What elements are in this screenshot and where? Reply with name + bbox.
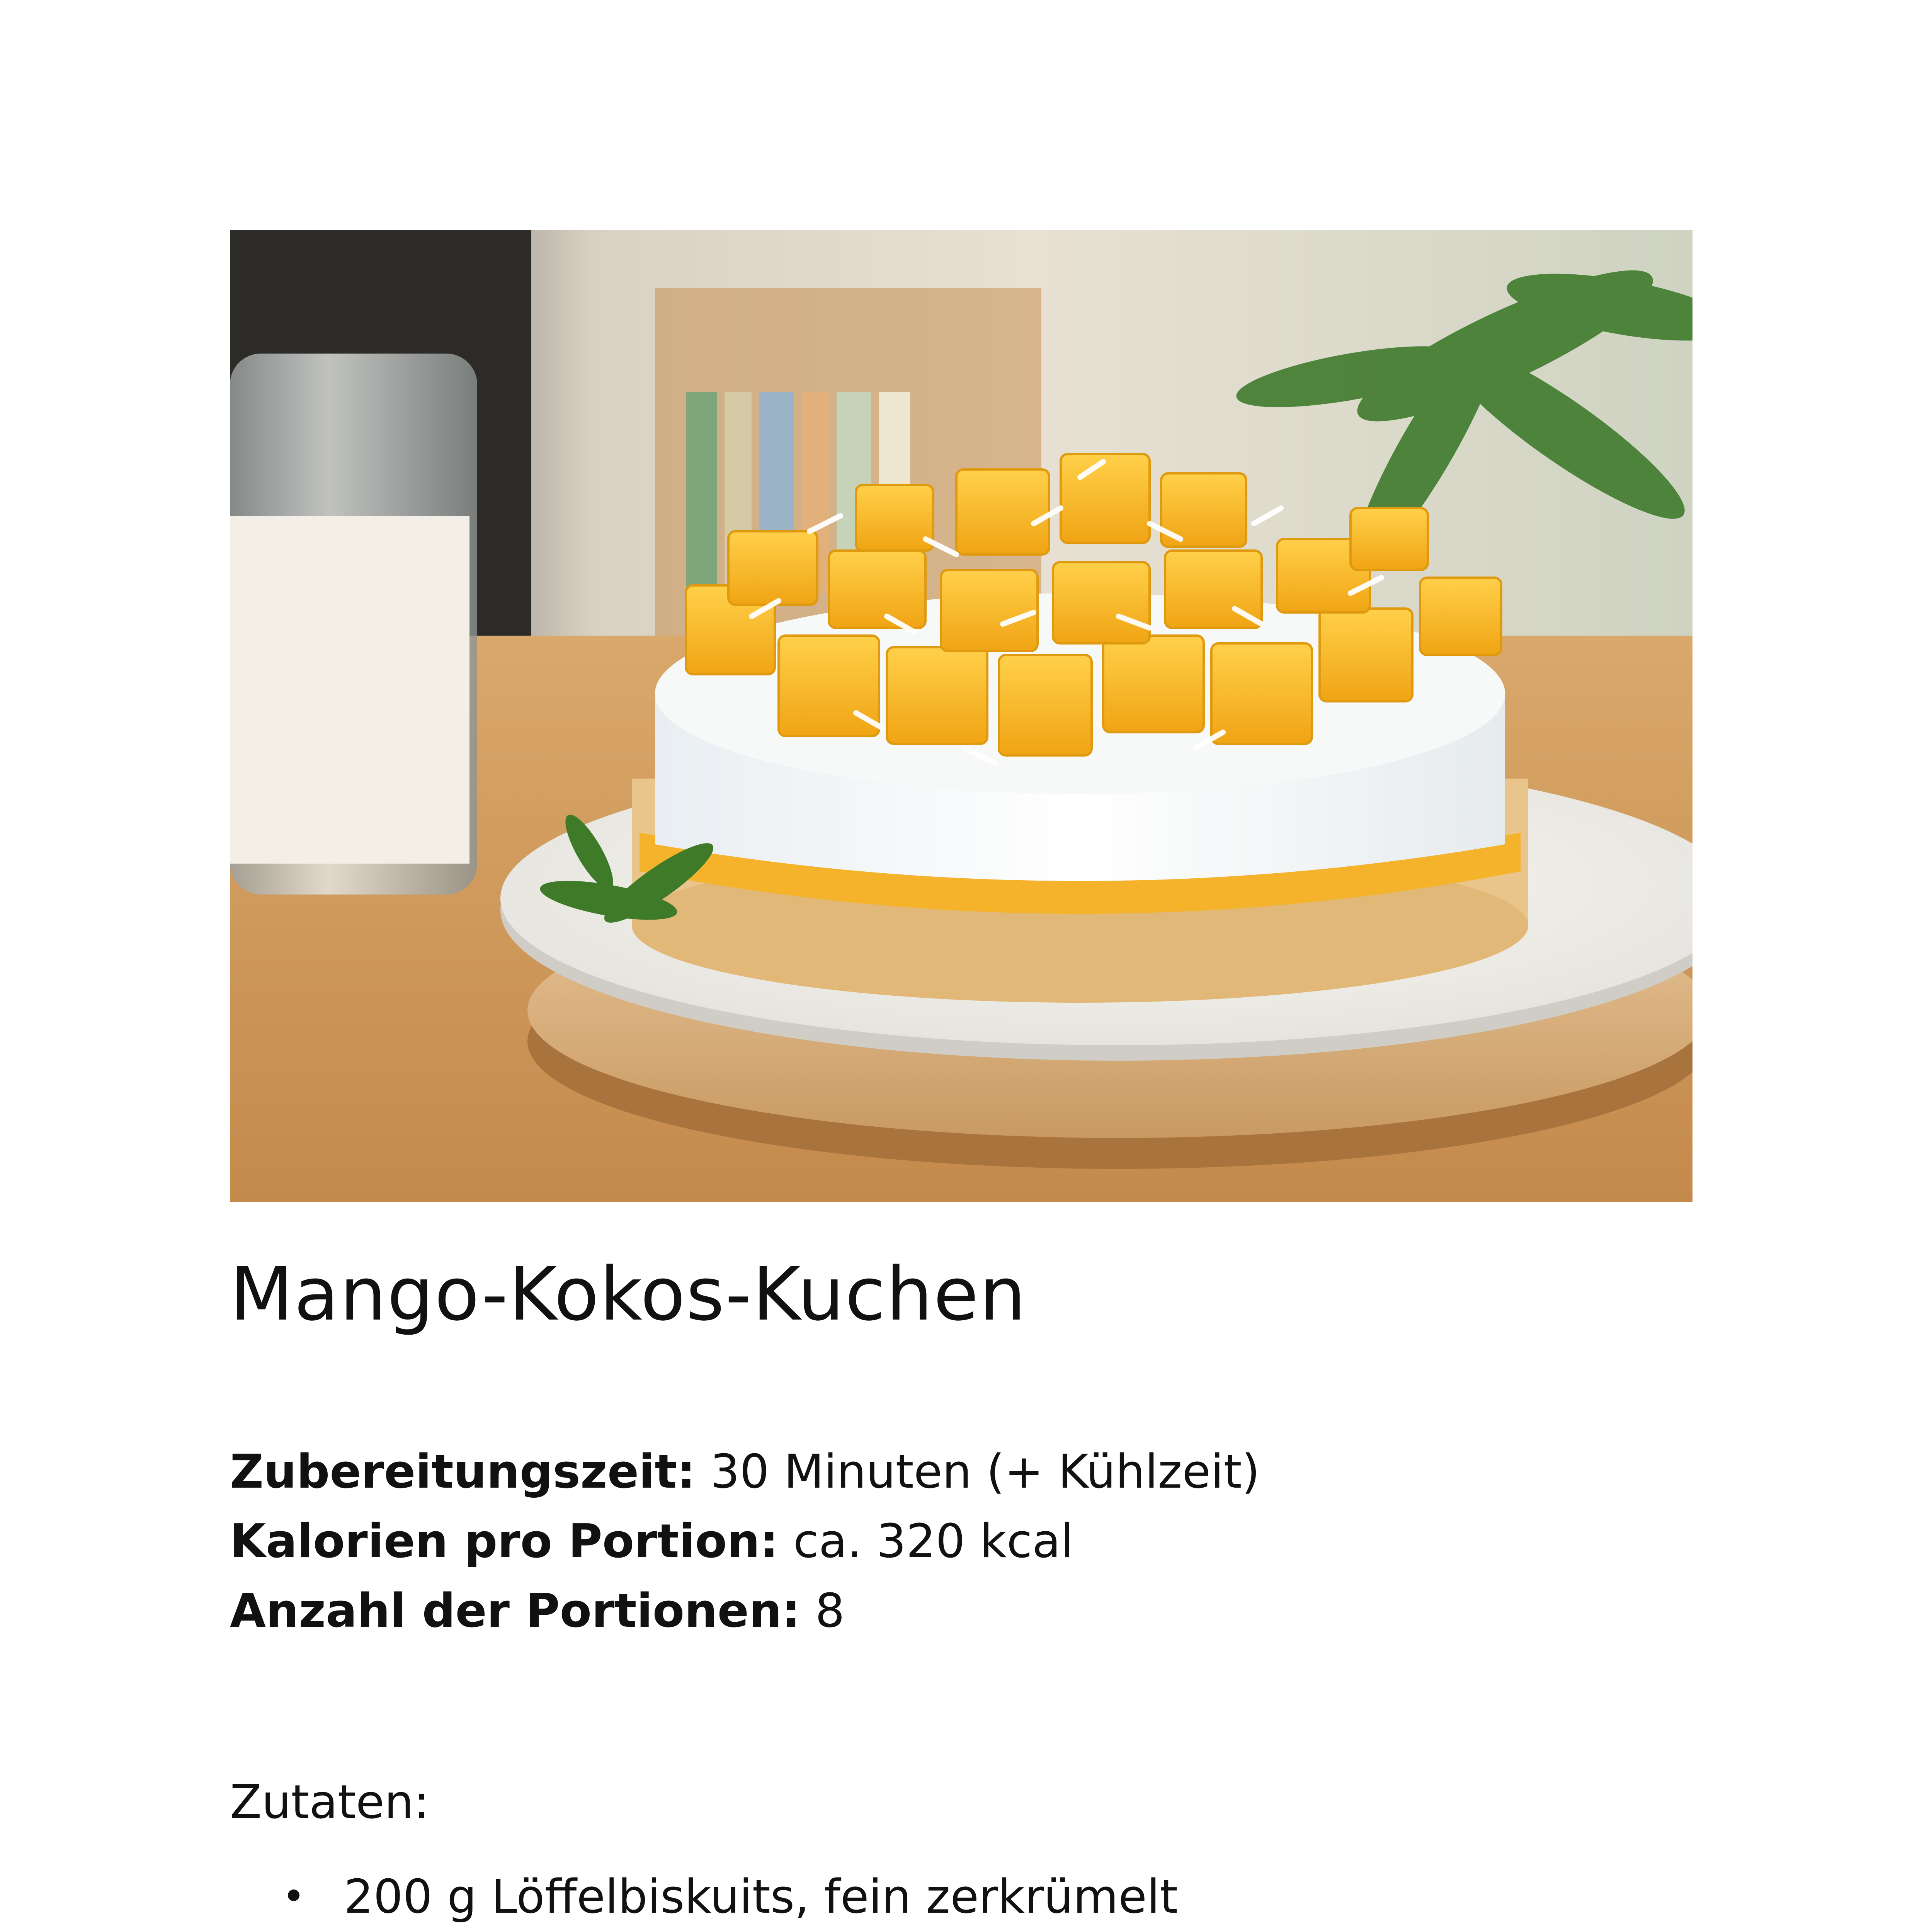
ingredient-text: 200 g Löffelbiskuits, fein zerkrümelt xyxy=(344,1870,1178,1924)
ingredients-heading: Zutaten: xyxy=(230,1776,430,1829)
cake-illustration xyxy=(230,230,1692,1202)
calories-label: Kalorien pro Portion: xyxy=(230,1515,779,1568)
bullet-icon xyxy=(288,1889,299,1901)
ingredients-list xyxy=(278,1862,1178,1932)
prep-time-label: Zubereitungszeit: xyxy=(230,1445,696,1499)
servings-value: 8 xyxy=(815,1584,845,1638)
prep-time-row xyxy=(230,1437,1260,1507)
recipe-meta xyxy=(230,1437,1260,1646)
servings-label: Anzahl der Portionen: xyxy=(230,1584,801,1638)
recipe-photo xyxy=(230,230,1692,1202)
calories-row xyxy=(230,1507,1260,1577)
prep-time-value: 30 Minuten (+ Kühlzeit) xyxy=(710,1445,1260,1499)
calories-value: ca. 320 kcal xyxy=(793,1515,1074,1568)
list-item xyxy=(278,1862,1178,1932)
servings-row xyxy=(230,1577,1260,1646)
recipe-title: Mango-Kokos-Kuchen xyxy=(230,1252,1027,1337)
